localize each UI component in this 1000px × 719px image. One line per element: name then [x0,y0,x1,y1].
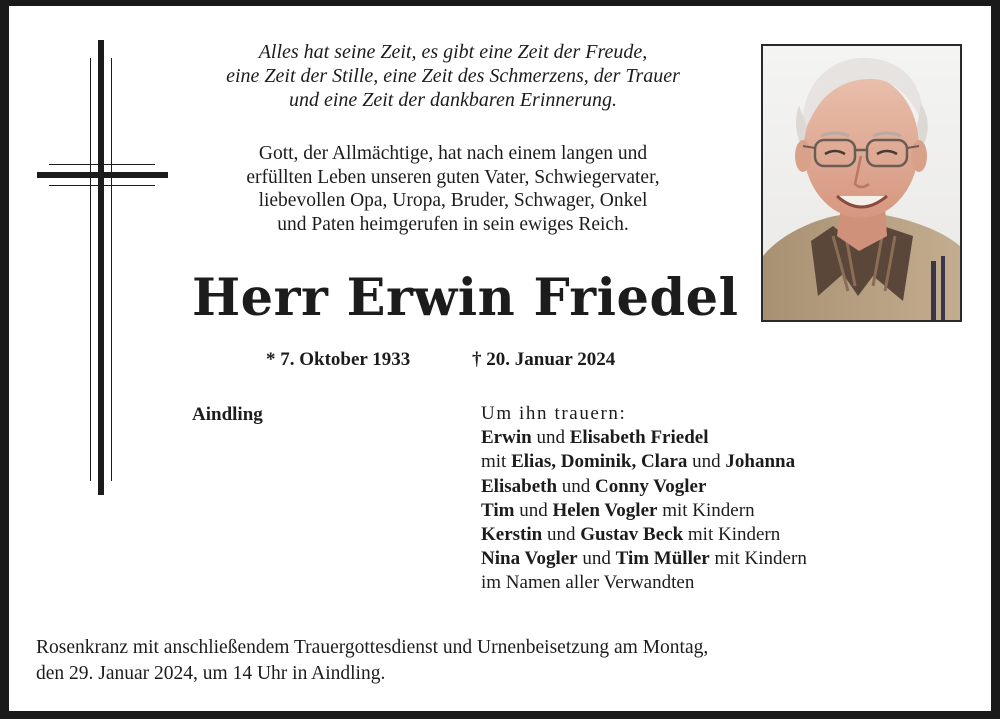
place: Aindling [192,404,263,425]
mourner-line [481,475,951,499]
connector-text: und [687,451,726,473]
death-date: † 20. Januar 2024 [472,349,616,370]
mourner-line: im Namen aller Verwandten [481,572,695,594]
mourner-name: Helen Vogler [552,499,658,521]
mourner-name: Conny Vogler [595,475,707,497]
service-line: den 29. Januar 2024, um 14 Uhr in Aindling. [36,663,386,684]
deceased-name: Herr Erwin Friedel [192,268,739,328]
verse-line: eine Zeit der Stille, eine Zeit des Schmerzens, der Trauer [226,65,680,87]
service-info [36,635,936,687]
mourner-line [481,450,951,474]
connector-text: und [577,548,616,570]
birth-date: * 7. Oktober 1933 [266,349,411,370]
connector-text: mit Kindern [683,524,781,546]
mourner-line [481,499,951,523]
connector-text: und [514,499,553,521]
mourner-name: Tim [481,499,515,521]
mourner-name: Elisabeth [481,475,558,497]
mourner-line [481,426,951,450]
mourner-name: Gustav Beck [580,524,684,546]
mourner-line [481,547,951,571]
portrait-image [763,46,960,320]
connector-text: und [557,475,596,497]
mourner-name: Erwin [481,427,532,449]
connector-text: und [531,427,570,449]
mourner-name: Tim Müller [615,548,710,570]
intro-line: erfüllten Leben unseren guten Vater, Schwiegervater, [246,166,660,188]
mourner-name: Johanna [725,451,796,473]
intro-line: liebevollen Opa, Uropa, Bruder, Schwager, Onkel [258,190,648,212]
mourners-list [481,402,951,596]
mourners-heading: Um ihn trauern: [481,403,627,424]
portrait-photo [761,44,962,322]
verse-line: Alles hat seine Zeit, es gibt eine Zeit der Freude, [258,41,648,63]
verse-line: und eine Zeit der dankbaren Erinnerung. [288,89,618,111]
connector-text: mit [481,451,512,473]
intro-text [179,142,727,236]
connector-text: mit Kindern [657,499,755,521]
intro-line: und Paten heimgerufen in sein ewiges Reich. [277,213,629,235]
service-line: Rosenkranz mit anschließendem Trauergottesdienst und Urnenbeisetzung am Montag, [36,637,709,658]
connector-text: mit Kindern [709,548,807,570]
mourner-name: Kerstin [481,524,543,546]
mourner-line [481,523,951,547]
verse [179,40,727,112]
mourner-name: Nina Vogler [481,548,578,570]
connector-text: und [542,524,581,546]
mourner-name: Elisabeth Friedel [569,427,709,449]
intro-line: Gott, der Allmächtige, hat nach einem langen und [258,143,648,164]
mourner-name: Elias, Dominik, Clara [511,451,688,473]
obituary-card [9,6,991,711]
